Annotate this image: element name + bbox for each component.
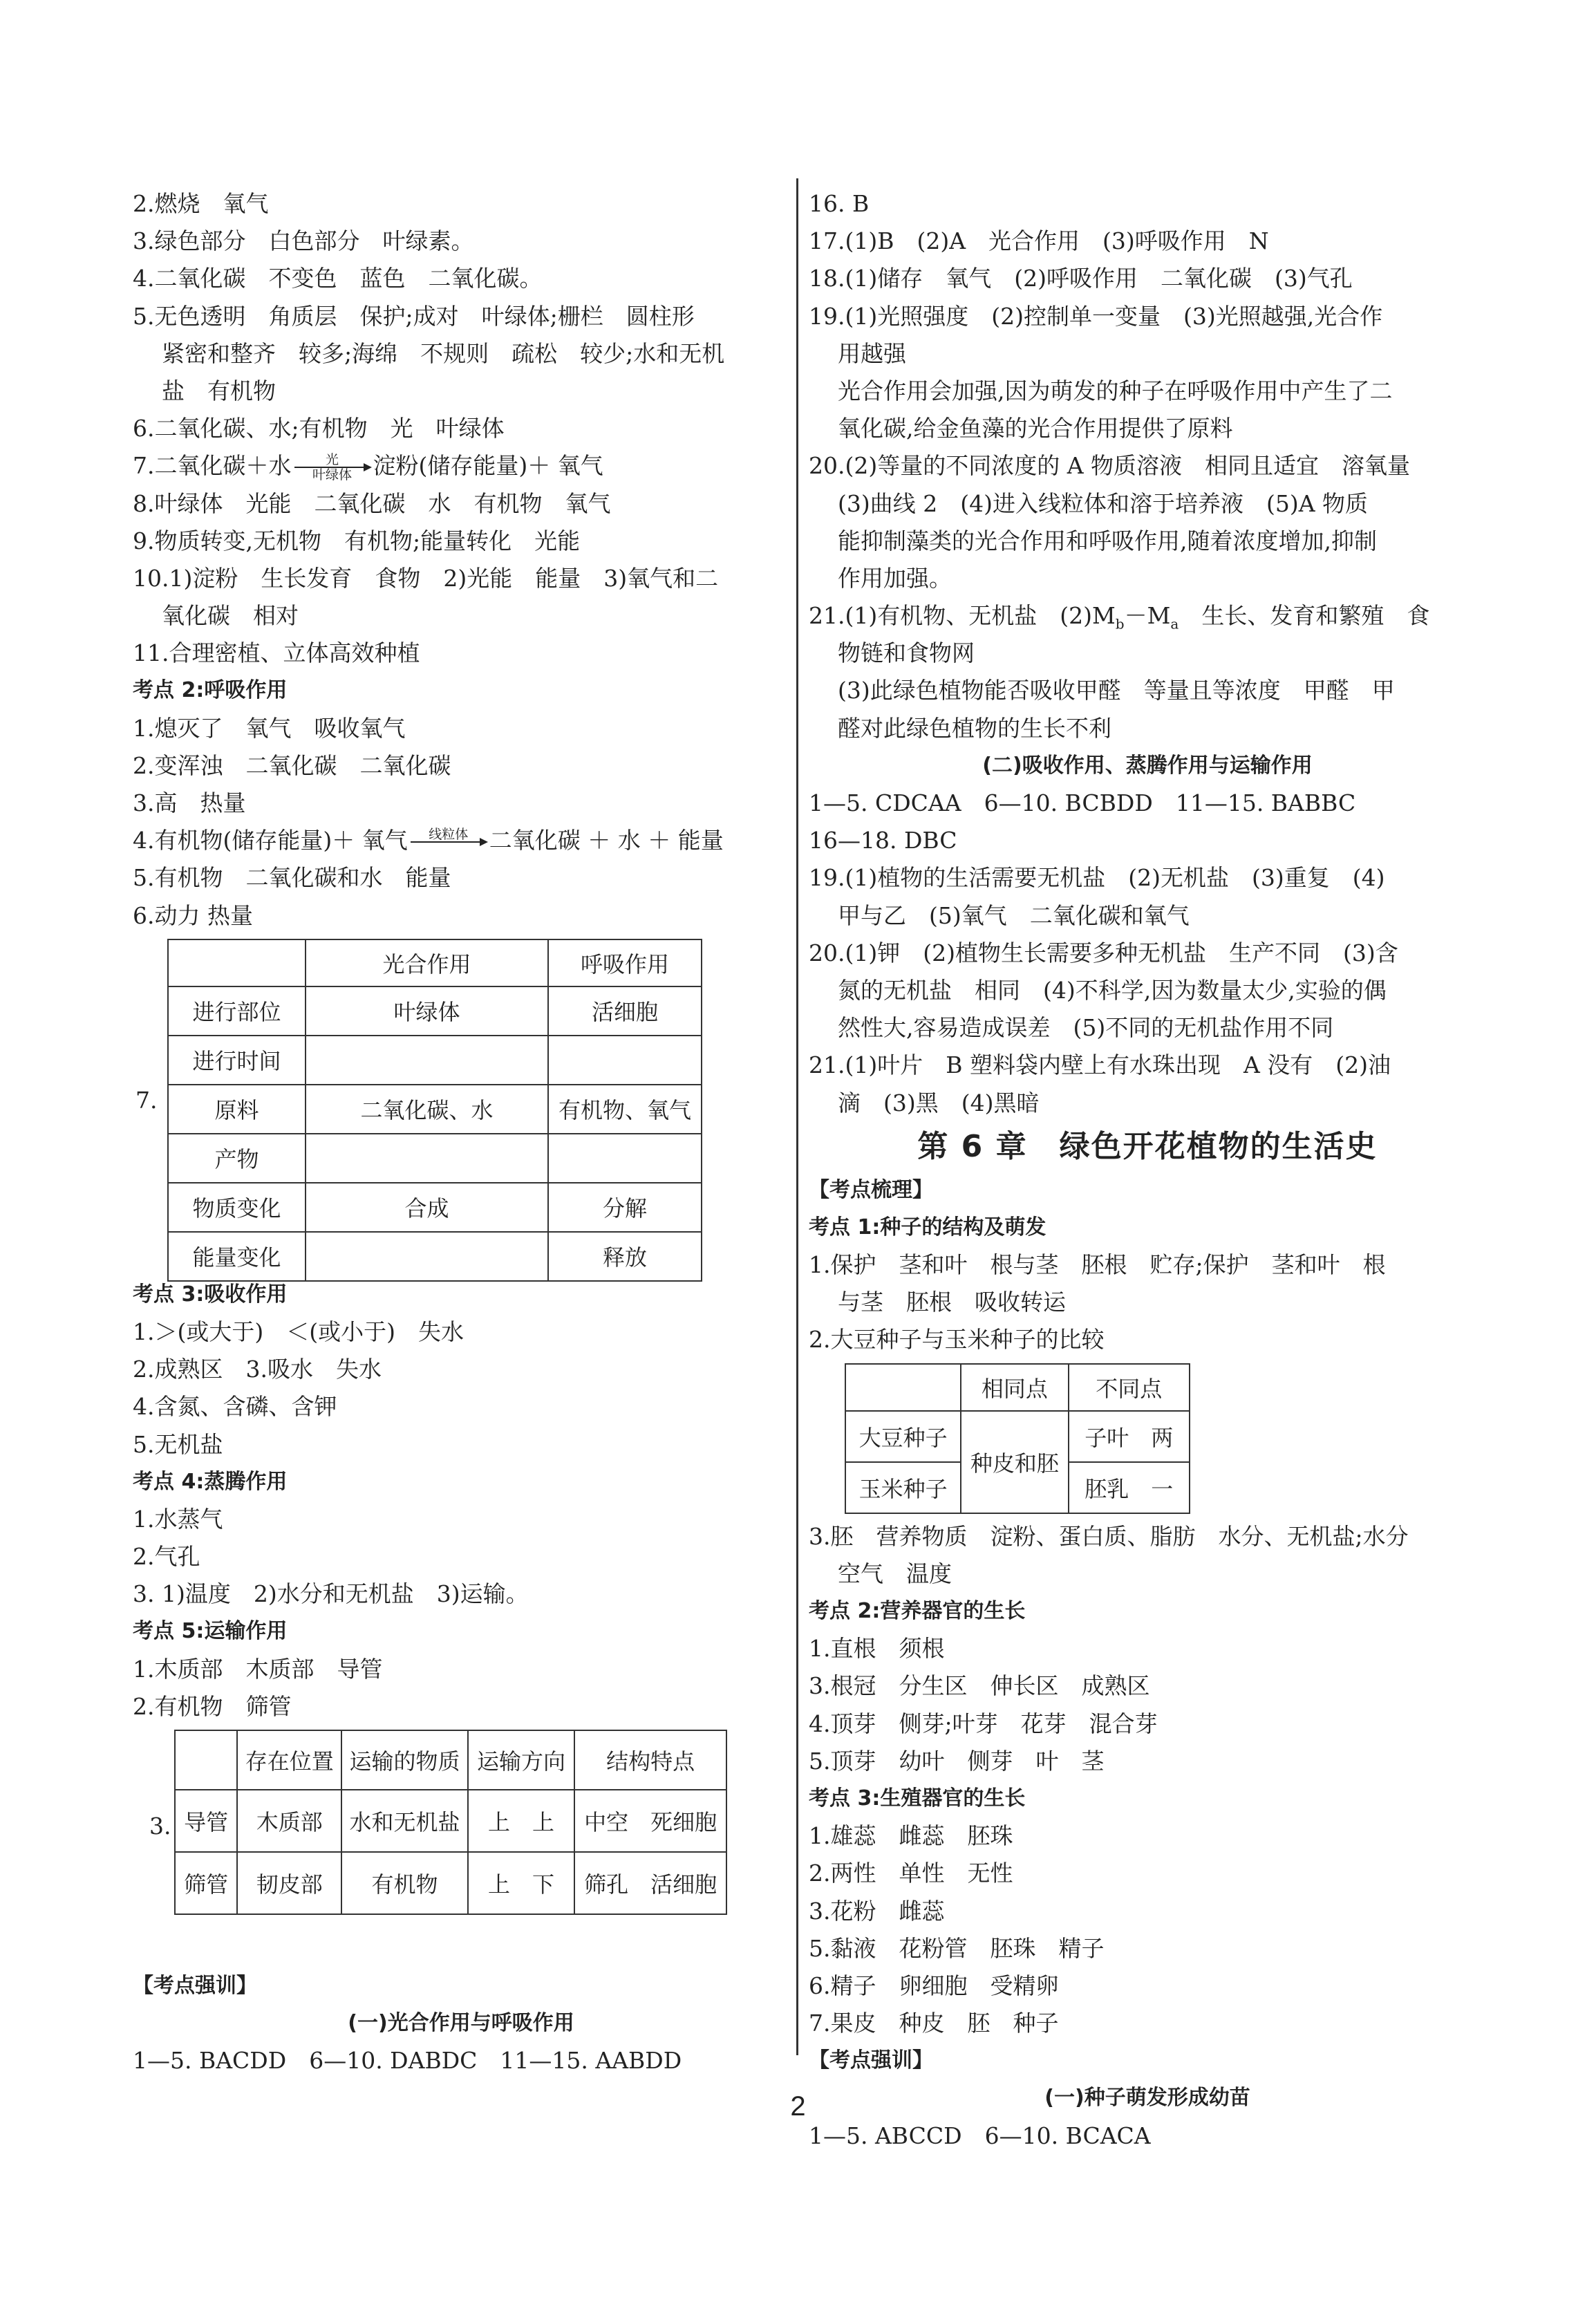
- answer-line: 1.直根 须根: [809, 1635, 945, 1663]
- section-heading-seed: 考点 1:种子的结构及萌发: [809, 1215, 1046, 1239]
- seed-comparison-table: [845, 1363, 1190, 1514]
- table-cell: 释放: [548, 1232, 702, 1281]
- reaction-arrow: [294, 453, 370, 482]
- answer-line: 1—5. CDCAA 6—10. BCBDD 11—15. BABBC: [809, 789, 1356, 816]
- answer-line: 盐 有机物: [162, 377, 276, 404]
- eq-prefix: 7.二氧化碳＋水: [133, 452, 292, 480]
- answer-line: 3.高 热量: [133, 789, 246, 816]
- vessel-table-wrap: [133, 1725, 789, 1967]
- section-heading-practice: 【考点强训】: [809, 2048, 933, 2073]
- eq-suffix: 淀粉(储存能量)＋ 氧气: [373, 452, 603, 480]
- equation-respiration: [133, 822, 789, 859]
- answer-line: 6.二氧化碳、水;有机物 光 叶绿体: [133, 415, 505, 442]
- section-heading-vegetative: 考点 2:营养器官的生长: [809, 1599, 1026, 1623]
- section-heading-transpiration: 考点 4:蒸腾作用: [133, 1469, 288, 1494]
- table-cell: [306, 1134, 548, 1183]
- table-cell: 物质变化: [168, 1183, 306, 1232]
- answers-reproductive-block: [809, 1817, 1486, 2042]
- table-cell: [845, 1364, 961, 1411]
- eq-suffix: 二氧化碳 ＋ 水 ＋ 能量: [489, 827, 724, 854]
- photosynthesis-respiration-table: [167, 939, 702, 1282]
- q21-part-a: 21.(1)有机物、无机盐 (2)M: [809, 602, 1116, 630]
- table-cell: 运输方向: [468, 1730, 574, 1790]
- answer-line: 16—18. DBC: [809, 827, 957, 854]
- answer-line: 1.木质部 木质部 导管: [133, 1655, 383, 1683]
- table-cell: 分解: [548, 1183, 702, 1232]
- answer-line: (3)曲线 2 (4)进入线粒体和溶于培养液 (5)A 物质: [838, 489, 1369, 517]
- answer-line: 氧化碳,给金鱼藻的光合作用提供了原料: [838, 415, 1233, 442]
- answer-line: 1.熄灭了 氧气 吸收氧气: [133, 714, 406, 742]
- answer-line: 作用加强。: [838, 564, 952, 592]
- eq-prefix: 4.有机物(储存能量)＋ 氧气: [133, 827, 408, 854]
- answer-line: 5.顶芽 幼叶 侧芽 叶 茎: [809, 1747, 1105, 1775]
- reaction-arrow: [411, 827, 487, 857]
- section-heading-respiration: 考点 2:呼吸作用: [133, 678, 288, 703]
- answer-line: (3)此绿色植物能否吸收甲醛 等量且等浓度 甲醛 甲: [838, 677, 1395, 704]
- subscript-a: a: [1170, 615, 1179, 633]
- answers-block-b: [809, 635, 1486, 747]
- q21-part-b: －M: [1124, 602, 1171, 630]
- answer-line: 2.两性 单性 无性: [809, 1860, 1013, 1887]
- answer-line: 5.无机盐: [133, 1430, 223, 1458]
- table-row: [168, 986, 702, 1036]
- table-cell: 筛管: [175, 1852, 237, 1914]
- table-cell: 水和无机盐: [341, 1790, 468, 1852]
- table-cell: [175, 1730, 237, 1790]
- table-cell: 光合作用: [306, 939, 548, 986]
- answer-line: 21.(1)叶片 B 塑料袋内壁上有水珠出现 A 没有 (2)油: [809, 1051, 1391, 1079]
- answer-line: 7.果皮 种皮 胚 种子: [809, 2010, 1059, 2037]
- answer-line: 3.绿色部分 白色部分 叶绿素。: [133, 227, 474, 255]
- answer-line: 与茎 胚根 吸收转运: [838, 1289, 1066, 1316]
- table-cell: 韧皮部: [237, 1852, 341, 1914]
- answer-line: 氧化碳 相对: [162, 602, 299, 630]
- answers-vegetative-block: [809, 1630, 1486, 1780]
- answers-transport-block: [133, 1651, 789, 1725]
- seed-table-wrap: [809, 1359, 1486, 1518]
- table-cell: [168, 939, 306, 986]
- table-row: [168, 1183, 702, 1232]
- table-cell: [548, 1134, 702, 1183]
- section-heading-reproductive: 考点 3:生殖器官的生长: [809, 1786, 1026, 1811]
- right-column: [809, 185, 1486, 2155]
- table-cell: 上 上: [468, 1790, 574, 1852]
- table-cell: 导管: [175, 1790, 237, 1852]
- left-column: [133, 185, 789, 2080]
- subsection-heading-seedling: (一)种子萌发形成幼苗: [1044, 2086, 1250, 2111]
- answer-line: 2.大豆种子与玉米种子的比较: [809, 1326, 1105, 1354]
- table-cell: 胚乳 一: [1069, 1462, 1190, 1513]
- table-number: 3.: [149, 1813, 171, 1840]
- answer-line: 2.燃烧 氧气: [133, 190, 269, 217]
- table-cell: 种皮和胚: [961, 1411, 1068, 1513]
- table-cell: 呼吸作用: [548, 939, 702, 986]
- table-cell: [306, 1232, 548, 1281]
- answer-line: 用越强: [838, 339, 906, 367]
- table-row: [845, 1411, 1190, 1462]
- answer-line: 11.合理密植、立体高效种植: [133, 639, 420, 667]
- answer-line: 19.(1)植物的生活需要无机盐 (2)无机盐 (3)重复 (4): [809, 864, 1385, 892]
- table-row: [175, 1730, 726, 1790]
- table-cell: 木质部: [237, 1790, 341, 1852]
- column-divider: [796, 178, 798, 2055]
- answer-line: 20.(1)钾 (2)植物生长需要多种无机盐 生产不同 (3)含: [809, 939, 1398, 966]
- table-cell: 产物: [168, 1134, 306, 1183]
- answer-line: 2.有机物 筛管: [133, 1692, 292, 1720]
- answer-key-line: 1—5. ABCCD 6—10. BCACA: [809, 2122, 1151, 2149]
- subscript-b: b: [1115, 615, 1125, 633]
- table-cell: 结构特点: [574, 1730, 726, 1790]
- answer-line: 2.成熟区 3.吸水 失水: [133, 1356, 382, 1383]
- answer-line: 4.顶芽 侧芽;叶芽 花芽 混合芽: [809, 1710, 1158, 1737]
- arrow-condition-top: 线粒体: [429, 827, 469, 843]
- answers-block-d: [133, 859, 789, 934]
- table-cell: [306, 1036, 548, 1085]
- table-cell: 筛孔 活细胞: [574, 1852, 726, 1914]
- answer-line: 6.动力 热量: [133, 901, 253, 929]
- answer-line: 1.雄蕊 雌蕊 胚珠: [809, 1822, 1013, 1850]
- answer-line: 20.(2)等量的不同浓度的 A 物质溶液 相同且适宜 溶氧量: [809, 452, 1411, 480]
- table-cell: 进行部位: [168, 986, 306, 1036]
- answer-line: 醛对此绿色植物的生长不利: [838, 714, 1111, 742]
- answers-respiration-block: [133, 710, 789, 823]
- answer-line: 1.＞(或大于) ＜(或小于) 失水: [133, 1318, 464, 1345]
- answer-line: 甲与乙 (5)氧气 二氧化碳和氧气: [838, 901, 1190, 929]
- answers-block-b: [133, 485, 789, 673]
- table-cell: 相同点: [961, 1364, 1068, 1411]
- chapter-title: 第 6 章 绿色开花植物的生活史: [917, 1128, 1378, 1164]
- table-cell: 运输的物质: [341, 1730, 468, 1790]
- answers-block-a: [809, 185, 1486, 597]
- answer-line: 8.叶绿体 光能 二氧化碳 水 有机物 氧气: [133, 489, 611, 517]
- table-row: [168, 1232, 702, 1281]
- answer-line: 能抑制藻类的光合作用和呼吸作用,随着浓度增加,抑制: [838, 527, 1377, 554]
- table-cell: 子叶 两: [1069, 1411, 1190, 1462]
- subsection-heading-absorption: (二)吸收作用、蒸腾作用与运输作用: [982, 753, 1313, 778]
- table-cell: [548, 1036, 702, 1085]
- answer-line: 4.二氧化碳 不变色 蓝色 二氧化碳。: [133, 265, 543, 292]
- answer-line: 10.1)淀粉 生长发育 食物 2)光能 能量 3)氧气和二: [133, 564, 719, 592]
- table-row: [175, 1790, 726, 1852]
- subsection-heading-photo-resp: (一)光合作用与呼吸作用: [348, 2011, 574, 2036]
- table-cell: 叶绿体: [306, 986, 548, 1036]
- table-row: [845, 1364, 1190, 1411]
- answer-line: 物链和食物网: [838, 639, 975, 667]
- equation-photosynthesis: [133, 447, 789, 485]
- answers-block-e: [809, 1518, 1486, 1593]
- answer-line: 5.黏液 花粉管 胚珠 精子: [809, 1934, 1105, 1962]
- answer-line: 3.根冠 分生区 伸长区 成熟区: [809, 1672, 1150, 1700]
- answer-line: 2.变浑浊 二氧化碳 二氧化碳: [133, 751, 451, 779]
- answer-line: 1.保护 茎和叶 根与茎 胚根 贮存;保护 茎和叶 根: [809, 1251, 1386, 1279]
- section-heading-practice: 【考点强训】: [133, 1974, 257, 1998]
- table-cell: 中空 死细胞: [574, 1790, 726, 1852]
- section-heading-review: 【考点梳理】: [809, 1177, 933, 1202]
- table-cell: 存在位置: [237, 1730, 341, 1790]
- answer-line: 3. 1)温度 2)水分和无机盐 3)运输。: [133, 1580, 529, 1608]
- page-number: 2: [790, 2091, 806, 2122]
- answer-line: 19.(1)光照强度 (2)控制单一变量 (3)光照越强,光合作: [809, 302, 1383, 330]
- vessel-sieve-table: [174, 1730, 727, 1915]
- table-cell: 二氧化碳、水: [306, 1085, 548, 1134]
- answer-line: 6.精子 卵细胞 受精卵: [809, 1972, 1059, 1999]
- answer-line: 17.(1)B (2)A 光合作用 (3)呼吸作用 N: [809, 227, 1269, 255]
- answer-line: 9.物质转变,无机物 有机物;能量转化 光能: [133, 527, 581, 554]
- q21-part-c: 生长、发育和繁殖 食: [1179, 602, 1430, 630]
- answer-line: 紧密和整齐 较多;海绵 不规则 疏松 较少;水和无机: [162, 339, 725, 367]
- table-cell: 活细胞: [548, 986, 702, 1036]
- table-cell: 进行时间: [168, 1036, 306, 1085]
- table-row: [168, 1134, 702, 1183]
- table-row: [168, 1036, 702, 1085]
- answers-block-c: [809, 785, 1486, 1122]
- answer-line: 1.水蒸气: [133, 1505, 223, 1533]
- answer-line: 3.胚 营养物质 淀粉、蛋白质、脂肪 水分、无机盐;水分: [809, 1522, 1409, 1550]
- answer-line: 18.(1)储存 氧气 (2)呼吸作用 二氧化碳 (3)气孔: [809, 265, 1353, 292]
- answer-line: 16. B: [809, 190, 870, 217]
- table-cell: 有机物、氧气: [548, 1085, 702, 1134]
- answers-photosynthesis-block: [133, 185, 789, 447]
- table-row: [168, 939, 702, 986]
- answer-line: 3.花粉 雌蕊: [809, 1897, 945, 1925]
- table-cell: 大豆种子: [845, 1411, 961, 1462]
- answer-line: 氮的无机盐 相同 (4)不科学,因为数量太少,实验的偶: [838, 976, 1387, 1004]
- table-cell: 原料: [168, 1085, 306, 1134]
- table-row: [168, 1085, 702, 1134]
- answer-q21: [809, 597, 1486, 635]
- answer-line: 4.含氮、含磷、含钾: [133, 1393, 337, 1421]
- answer-line: 滴 (3)黑 (4)黑暗: [838, 1089, 1040, 1116]
- table-row: [175, 1852, 726, 1914]
- section-heading-transport: 考点 5:运输作用: [133, 1619, 288, 1644]
- answer-key-line: 1—5. BACDD 6—10. DABDC 11—15. AABDD: [133, 2047, 682, 2075]
- comparison-table-wrap: [133, 935, 789, 1276]
- answers-transpiration-block: [133, 1501, 789, 1613]
- answer-line: 空气 温度: [838, 1560, 952, 1587]
- table-cell: 合成: [306, 1183, 548, 1232]
- arrow-condition-top: 光: [325, 452, 339, 468]
- answer-line: 5.有机物 二氧化碳和水 能量: [133, 864, 451, 892]
- section-heading-absorption: 考点 3:吸收作用: [133, 1282, 288, 1307]
- table-cell: 上 下: [468, 1852, 574, 1914]
- table-cell: 能量变化: [168, 1232, 306, 1281]
- table-number: 7.: [135, 1086, 158, 1114]
- answers-seed-block: [809, 1246, 1486, 1359]
- arrow-condition-bottom: 叶绿体: [312, 467, 352, 483]
- answer-line: 然性大,容易造成误差 (5)不同的无机盐作用不同: [838, 1014, 1334, 1042]
- answers-absorption-block: [133, 1313, 789, 1463]
- answer-line: 5.无色透明 角质层 保护;成对 叶绿体;栅栏 圆柱形: [133, 302, 695, 330]
- answer-line: 2.气孔: [133, 1543, 200, 1571]
- answer-line: 光合作用会加强,因为萌发的种子在呼吸作用中产生了二: [838, 377, 1393, 404]
- table-cell: 不同点: [1069, 1364, 1190, 1411]
- table-cell: 玉米种子: [845, 1462, 961, 1513]
- table-cell: 有机物: [341, 1852, 468, 1914]
